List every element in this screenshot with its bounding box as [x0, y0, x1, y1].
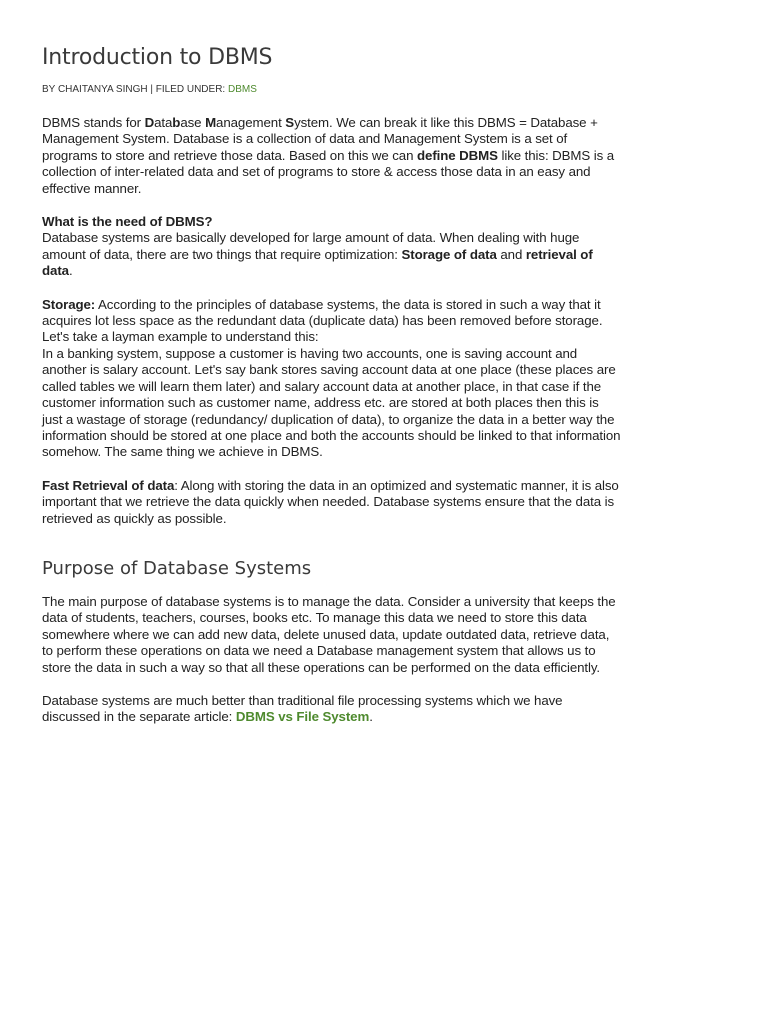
section-heading-purpose: Purpose of Database Systems [42, 557, 312, 579]
comparison-paragraph [42, 693, 622, 726]
fast-retrieval-paragraph [42, 478, 622, 527]
need-heading: What is the need of DBMS? [42, 214, 213, 230]
storage-text-2: In a banking system, suppose a customer is having two accounts, one is saving account and another is salary account. Let's say bank stores saving account data at one place (these places are called tables we will learn them later) and salary account data at another place, in that case if the customer information such as customer name, address etc. are stored at both places then this is just a wastage of storage (redundancy/ duplication of data), to organize the data in a better way the information should be stored at one place and both the accounts should be linked to that information somehow. The same thing we achieve in DBMS. [42, 345, 621, 460]
need-bold-retrieval: retrieval of data [42, 246, 593, 279]
category-link[interactable]: DBMS [227, 84, 257, 95]
comparison-text-1: Database systems are much better than traditional file processing systems which we have discussed in the separate article: [42, 692, 563, 725]
storage-label: Storage: [42, 296, 96, 312]
intro-text-3: ase [180, 115, 206, 130]
need-paragraph [42, 214, 622, 280]
intro-paragraph [42, 115, 622, 197]
byline [42, 84, 622, 96]
intro-text-4: anagement [216, 115, 286, 130]
intro-text-1: DBMS stands for [42, 115, 145, 130]
intro-bold-s: S [285, 115, 295, 130]
fast-text: : Along with storing the data in an optimized and systematic manner, it is also important that we retrieve the data quickly when needed. Database systems ensure that the data is retrieved as quickly as possible. [42, 477, 619, 526]
purpose-paragraph: The main purpose of database systems is to manage the data. Consider a university that keeps the data of students, teachers, courses, books etc. To manage this data we need to store this data somewhere where we can add new data, delete unused data, update outdated data, retrieve data, to perform these operations on data we need a Database management system that allows us to store the data in such a way so that all these operations can be performed on the data efficiently. [42, 593, 616, 675]
comparison-text-2: . [369, 709, 373, 725]
intro-bold-b: b [172, 115, 181, 130]
intro-text-6: like this: DBMS is a collection of inter-related data and set of programs to store & access those data in an easy and effective manner. [42, 147, 615, 196]
dbms-vs-file-system-link[interactable]: DBMS vs File System [235, 709, 370, 725]
page-title: Introduction to DBMS [42, 45, 273, 70]
byline-prefix: BY CHAITANYA SINGH | FILED UNDER: [42, 84, 228, 95]
intro-bold-d: D [144, 115, 155, 130]
need-text-2: and [496, 246, 526, 262]
need-text-1: Database systems are basically developed for large amount of data. When dealing with huge amount of data, there are two things that require optimization: [42, 230, 580, 262]
fast-label: Fast Retrieval of data [42, 477, 175, 493]
intro-bold-m: M [205, 115, 217, 130]
need-bold-storage: Storage of data [401, 246, 497, 262]
need-text-3: . [68, 263, 73, 279]
intro-bold-define: define DBMS [417, 147, 498, 163]
storage-text-1: According to the principles of database systems, the data is stored in such a way that it acquires lot less space as the redundant data (duplicate data) has been removed before storage. Let's take a layman example to understand this: [42, 296, 603, 345]
intro-text-2: ata [154, 115, 173, 130]
storage-paragraph [42, 297, 622, 461]
intro-text-5: ystem. We can break it like this DBMS = Database + Management System. Database is a collection of data and Management System is a set of programs to store and retrieve those data. Based on this we can [42, 115, 598, 163]
